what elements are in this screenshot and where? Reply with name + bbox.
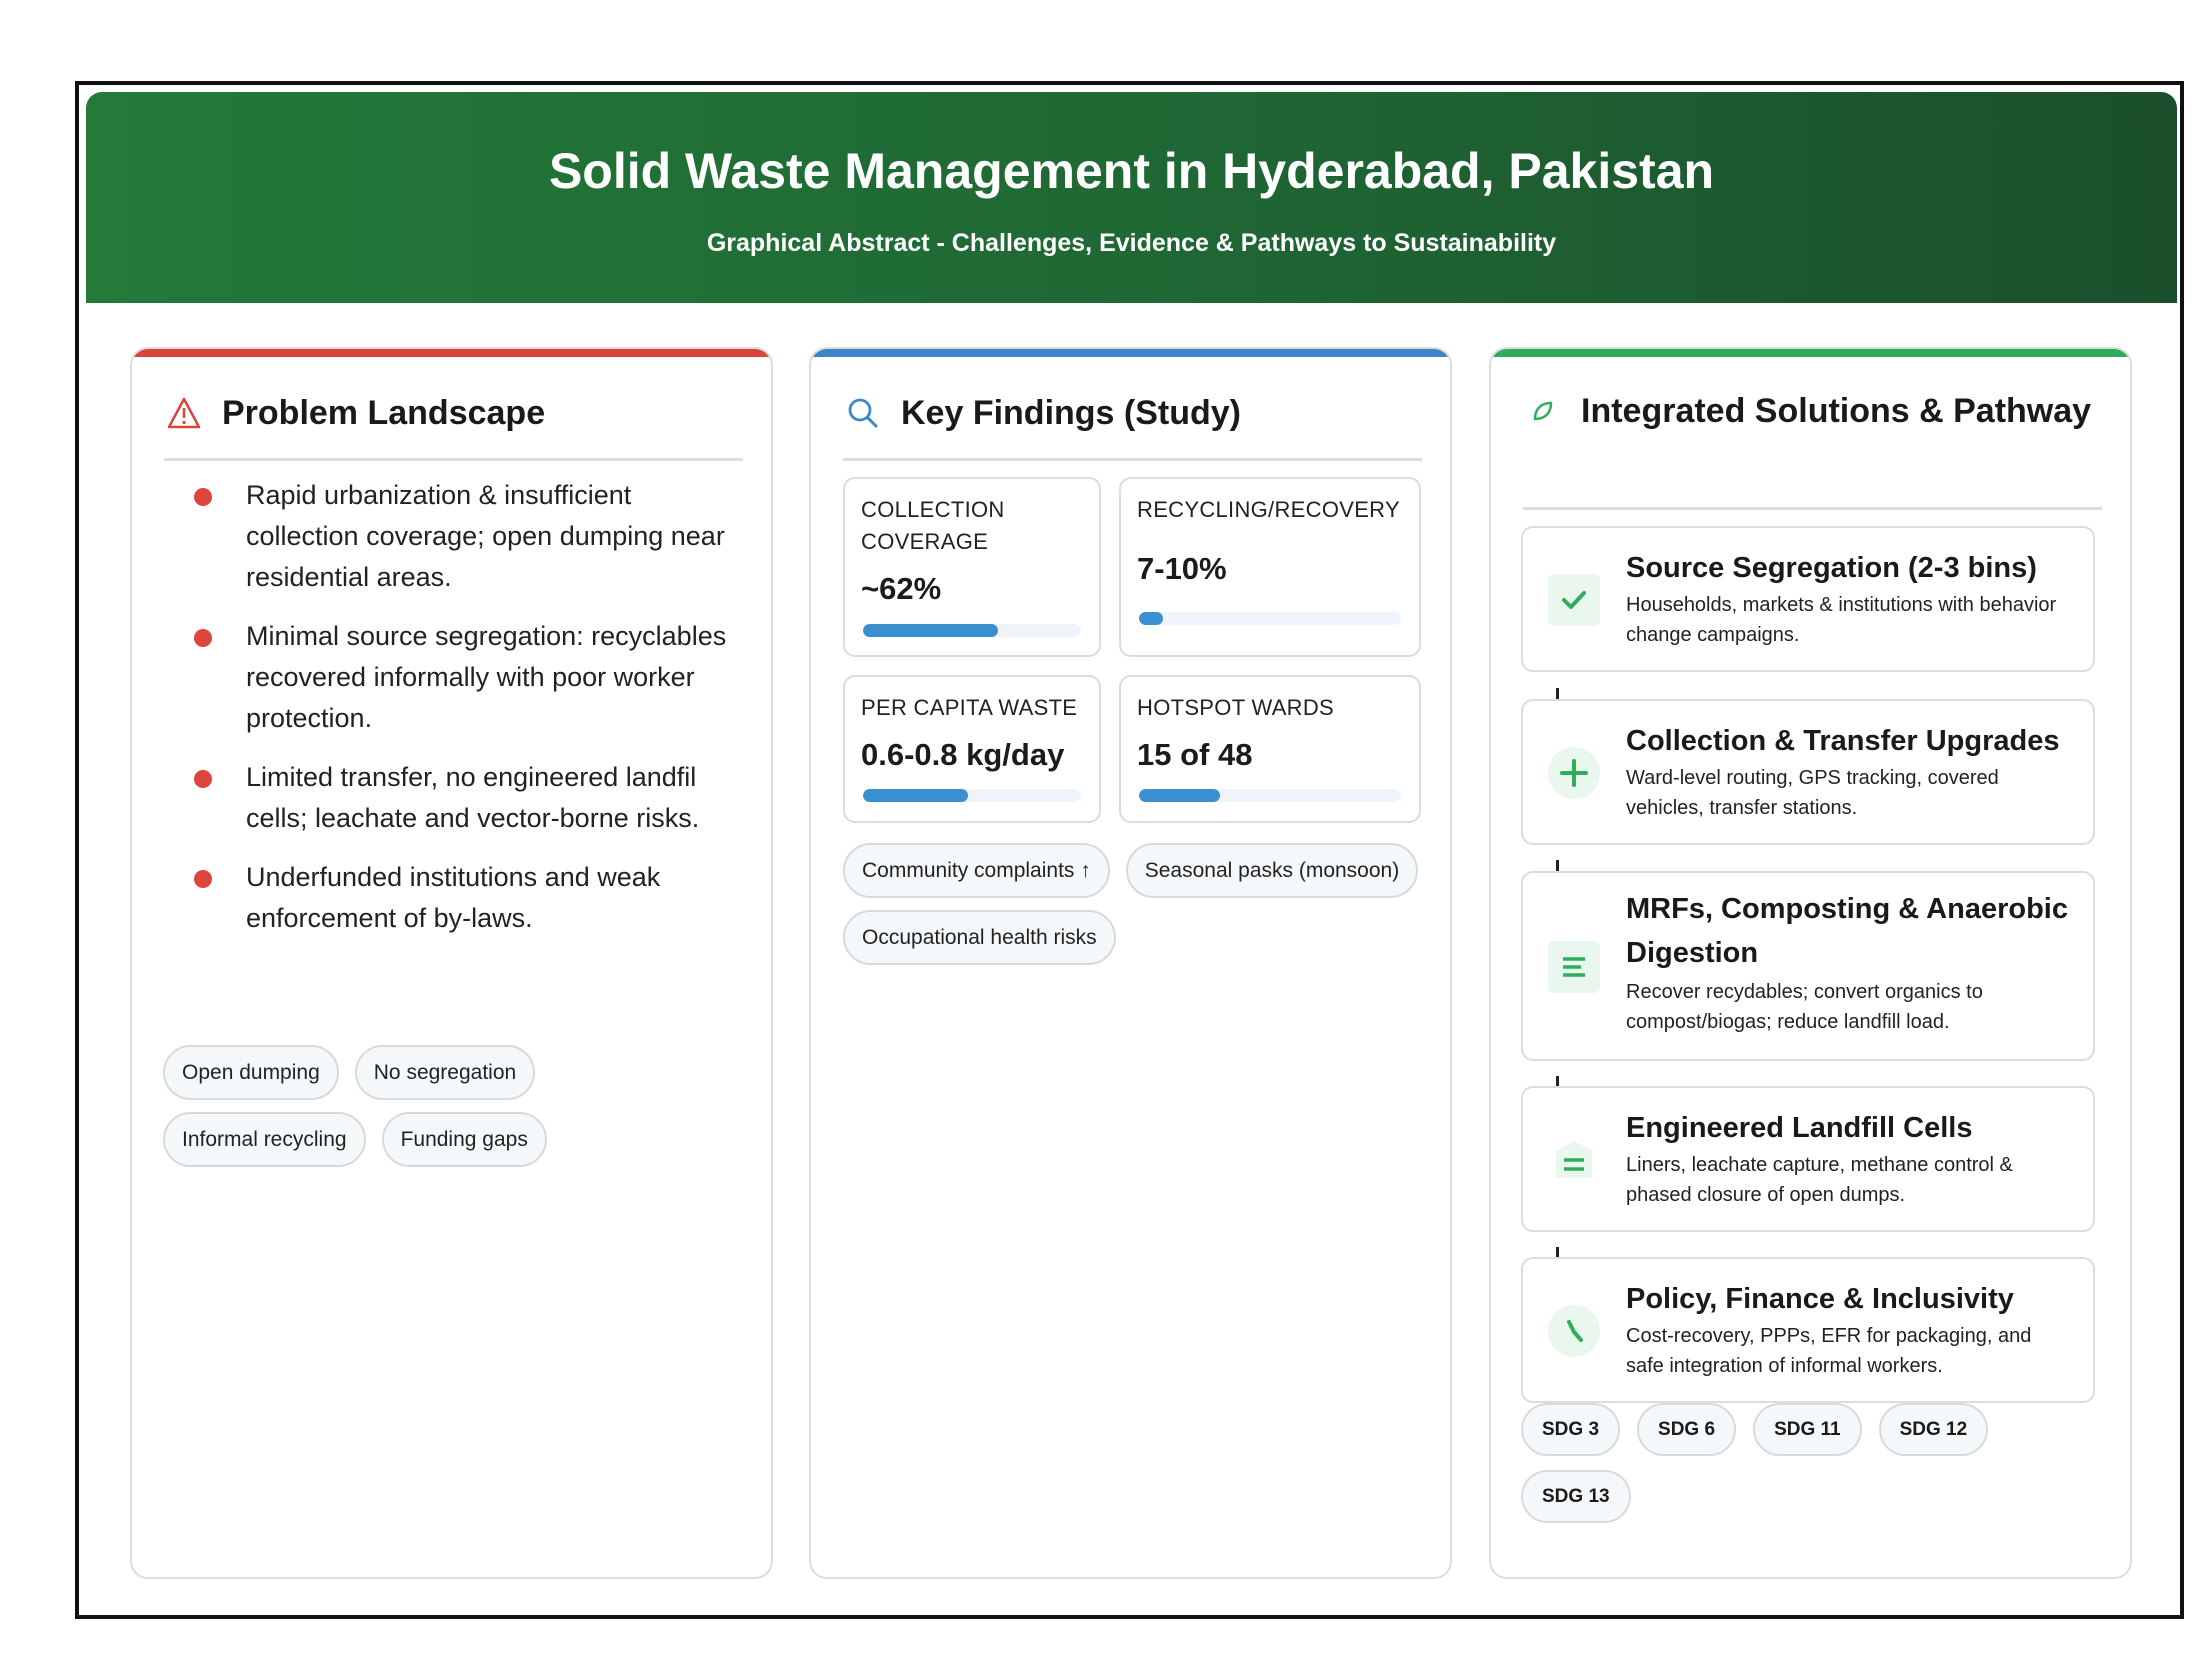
- sdg-badge: SDG 6: [1637, 1403, 1736, 1456]
- metric-progress-bar: [863, 789, 1081, 802]
- findings-divider: [843, 458, 1422, 461]
- findings-tag-list: [843, 843, 1443, 977]
- step-title: Collection & Transfer Upgrades: [1626, 725, 2060, 757]
- metric-progress-bar: [863, 624, 1081, 637]
- findings-panel: [809, 347, 1452, 1579]
- metric-progress-fill: [863, 789, 968, 802]
- landfill-icon: [1548, 1134, 1600, 1186]
- metric-card-per-capita: [843, 675, 1101, 823]
- metric-label: PER CAPITA WASTE: [861, 695, 1078, 720]
- step-description: Recover recydables; convert organics to compost/biogas; reduce landfill load.: [1626, 981, 1983, 1033]
- metric-label: RECYCLING/RECOVERY: [1137, 497, 1400, 522]
- findings-accent-bar: [811, 349, 1450, 357]
- sdg-badge: SDG 13: [1521, 1470, 1631, 1523]
- metric-card-recycling: [1119, 477, 1421, 657]
- warning-triangle-icon: [164, 393, 204, 433]
- abstract-frame: [75, 81, 2184, 1619]
- step-title: Engineered Landfill Cells: [1626, 1112, 1973, 1144]
- sdg-badge: SDG 12: [1879, 1403, 1989, 1456]
- gauge-icon: [1548, 1305, 1600, 1357]
- solution-step-segregation: [1521, 526, 2095, 672]
- findings-header: [843, 389, 1422, 437]
- solution-step-landfill: [1521, 1086, 2095, 1232]
- sdg-badge: SDG 11: [1753, 1403, 1862, 1456]
- problem-tag-list: [163, 1045, 723, 1179]
- metric-label: COLLECTION COVERAGE: [861, 497, 1005, 554]
- solution-step-policy: [1521, 1257, 2095, 1403]
- solution-step-mrf-composting: [1521, 871, 2095, 1061]
- problem-tag: Informal recycling: [163, 1112, 366, 1167]
- problem-title: Problem Landscape: [222, 394, 546, 432]
- step-description: Ward-level routing, GPS tracking, covered vehicles, transfer stations.: [1626, 767, 1999, 819]
- header-banner: [86, 92, 2177, 303]
- problem-panel: [130, 347, 773, 1579]
- findings-title: Key Findings (Study): [901, 394, 1241, 432]
- step-description: Cost-recovery, PPPs, EFR for packaging, and safe integration of informal workers.: [1626, 1325, 2032, 1377]
- problem-divider: [164, 458, 743, 461]
- metric-card-hotspot: [1119, 675, 1421, 823]
- step-title: Policy, Finance & Inclusivity: [1626, 1283, 2014, 1315]
- list-icon: [1548, 941, 1600, 993]
- problem-accent-bar: [132, 349, 771, 357]
- plus-icon: [1548, 747, 1600, 799]
- metric-value: 7-10%: [1137, 551, 1227, 586]
- leaf-icon: [1523, 391, 1563, 431]
- problem-bullet: Minimal source segregation: recyclables recovered informally with poor worker protection.: [194, 616, 734, 739]
- bullet-dot-icon: [194, 770, 212, 788]
- bullet-dot-icon: [194, 870, 212, 888]
- problem-tag: No segregation: [355, 1045, 535, 1100]
- solutions-panel: [1489, 347, 2132, 1579]
- metric-progress-fill: [863, 624, 998, 637]
- check-icon: [1548, 574, 1600, 626]
- findings-tag: Community complaints ↑: [843, 843, 1110, 898]
- sdg-badge: SDG 3: [1521, 1403, 1620, 1456]
- solutions-divider: [1523, 507, 2102, 510]
- step-title: MRFs, Composting & Anaerobic Digestion: [1626, 893, 2068, 969]
- metric-value: ~62%: [861, 571, 942, 606]
- problem-bullet: Limited transfer, no engineered landfil cells; leachate and vector-borne risks.: [194, 757, 734, 839]
- step-title: Source Segregation (2-3 bins): [1626, 552, 2037, 584]
- solution-step-collection: [1521, 699, 2095, 845]
- metric-value: 15 of 48: [1137, 737, 1253, 772]
- metric-progress-bar: [1139, 789, 1401, 802]
- bullet-dot-icon: [194, 488, 212, 506]
- page-subtitle: Graphical Abstract - Challenges, Evidence & Pathways to Sustainability: [706, 229, 1557, 257]
- metric-progress-fill: [1139, 789, 1220, 802]
- problem-bullet: Rapid urbanization & insufficient collection coverage; open dumping near residential areas.: [194, 475, 734, 598]
- step-description: Households, markets & institutions with behavior change campaigns.: [1626, 594, 2057, 646]
- page-title: Solid Waste Management in Hyderabad, Pakistan: [548, 143, 1715, 199]
- solutions-accent-bar: [1491, 349, 2130, 357]
- metric-label: HOTSPOT WARDS: [1137, 695, 1335, 720]
- metric-progress-bar: [1139, 612, 1401, 625]
- problem-tag: Funding gaps: [382, 1112, 547, 1167]
- problem-tag: Open dumping: [163, 1045, 339, 1100]
- search-icon: [843, 393, 883, 433]
- bullet-dot-icon: [194, 629, 212, 647]
- step-description: Liners, leachate capture, methane control & phased closure of open dumps.: [1626, 1154, 2013, 1206]
- sdg-tag-list: [1521, 1403, 2081, 1537]
- problem-bullet-list: [194, 475, 734, 957]
- solutions-title: Integrated Solutions & Pathway: [1581, 392, 2092, 430]
- solutions-header: [1523, 387, 2102, 435]
- metric-value: 0.6-0.8 kg/day: [861, 737, 1065, 772]
- findings-tag: Occupational health risks: [843, 910, 1116, 965]
- problem-header: [164, 389, 743, 437]
- metric-progress-fill: [1139, 612, 1163, 625]
- metric-card-collection: [843, 477, 1101, 657]
- problem-bullet: Underfunded institutions and weak enforcement of by-laws.: [194, 857, 734, 939]
- findings-tag: Seasonal pasks (monsoon): [1126, 843, 1418, 898]
